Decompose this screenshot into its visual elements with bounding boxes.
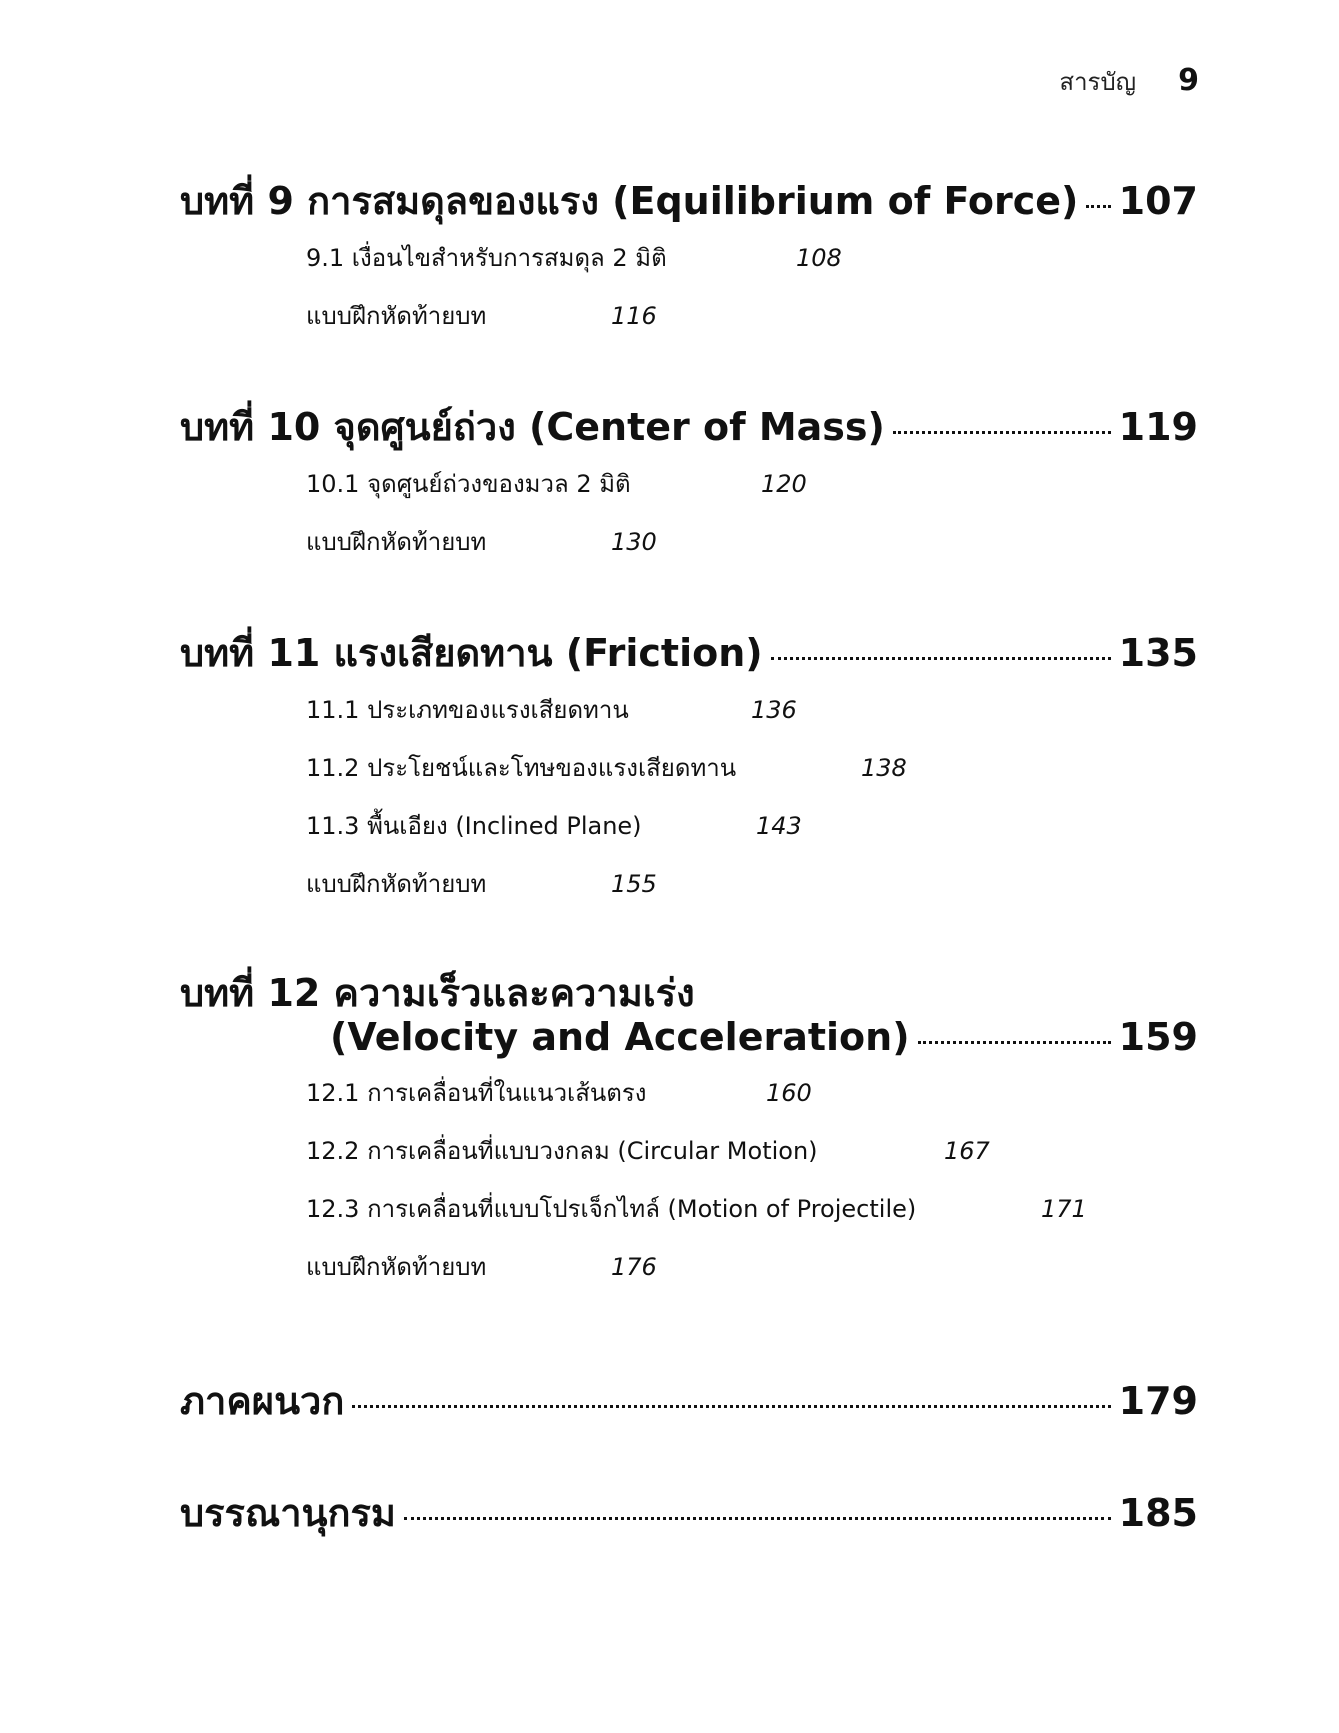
chapter-title: บทที่ 11 แรงเสียดทาน (Friction) [180,631,763,675]
chapter-page: 135 [1118,631,1198,675]
section-item[interactable] [306,464,1198,522]
section-page: 160 [766,1079,812,1108]
section-title: 10.1 จุดศูนย์ถ่วงของมวล 2 มิติ [306,469,631,498]
section-title: 11.2 ประโยชน์และโทษของแรงเสียดทาน [306,753,737,782]
appendix-entry[interactable] [180,1380,1198,1424]
section-item[interactable] [306,1247,1198,1305]
chapter-12-title-line1: บทที่ 12 ความเร็วและความเร่ง [180,971,695,1015]
section-item[interactable] [306,1189,1198,1247]
section-title: 11.1 ประเภทของแรงเสียดทาน [306,695,629,724]
section-page: 167 [944,1137,990,1166]
section-page: 171 [1041,1195,1087,1224]
section-title: 11.3 พื้นเอียง (Inclined Plane) [306,811,642,840]
chapter-page: 159 [1118,1014,1198,1059]
dot-leader [352,1405,1110,1408]
appendix-page: 179 [1118,1379,1198,1423]
chapter-9-entry[interactable] [180,180,1198,224]
chapter-11 [180,632,1198,922]
bibliography [180,1492,1198,1536]
dot-leader [918,1041,1111,1044]
dot-leader [771,657,1111,660]
section-title: แบบฝึกหัดท้ายบท [306,869,487,898]
dot-leader [404,1517,1111,1520]
section-title: 12.2 การเคลื่อนที่แบบวงกลม (Circular Motion) [306,1137,818,1166]
dot-leader [1086,205,1110,208]
section-page: 136 [751,695,797,724]
chapter-title: บทที่ 10 จุดศูนย์ถ่วง (Center of Mass) [180,405,885,449]
section-page: 120 [761,469,807,498]
section-list [180,464,1198,580]
chapter-title: บทที่ 9 การสมดุลของแรง (Equilibrium of Force) [180,179,1079,223]
chapter-page: 107 [1118,179,1198,223]
bibliography-page: 185 [1118,1491,1198,1535]
section-item[interactable] [306,864,1198,922]
chapter-10 [180,406,1198,580]
section-page: 116 [611,301,657,330]
section-title: แบบฝึกหัดท้ายบท [306,527,487,556]
section-item[interactable] [306,806,1198,864]
section-page: 155 [611,869,657,898]
section-item[interactable] [306,690,1198,748]
bibliography-entry[interactable] [180,1492,1198,1536]
section-list [180,238,1198,354]
section-item[interactable] [306,238,1198,296]
section-title: 9.1 เงื่อนไขสำหรับการสมดุล 2 มิติ [306,243,667,272]
bibliography-title: บรรณานุกรม [180,1491,396,1535]
section-list [180,690,1198,922]
chapter-12-entry[interactable] [180,1016,1198,1060]
section-page: 130 [611,527,657,556]
section-page: 176 [611,1253,657,1282]
section-item[interactable] [306,748,1198,806]
appendix-title: ภาคผนวก [180,1379,345,1423]
section-page: 108 [796,243,842,272]
running-head [1059,62,1199,101]
chapter-11-entry[interactable] [180,632,1198,676]
section-item[interactable] [306,522,1198,580]
section-page: 143 [756,811,802,840]
section-item[interactable] [306,1131,1198,1189]
section-list [180,1073,1198,1305]
section-title: 12.1 การเคลื่อนที่ในแนวเส้นตรง [306,1079,647,1108]
section-item[interactable] [306,1073,1198,1131]
chapter-10-entry[interactable] [180,406,1198,450]
chapter-12 [180,972,1198,1305]
running-head-title: สารบัญ [1059,68,1137,96]
dot-leader [893,431,1111,434]
section-page: 138 [861,753,907,782]
chapter-page: 119 [1118,405,1198,449]
appendix [180,1380,1198,1424]
section-title: 12.3 การเคลื่อนที่แบบโปรเจ็กไทล์ (Motion of Projectile) [306,1195,917,1224]
chapter-title: (Velocity and Acceleration) [330,1014,910,1059]
page-number: 9 [1178,63,1199,98]
section-title: แบบฝึกหัดท้ายบท [306,301,487,330]
section-title: แบบฝึกหัดท้ายบท [306,1253,487,1282]
chapter-9 [180,180,1198,354]
section-item[interactable] [306,296,1198,354]
